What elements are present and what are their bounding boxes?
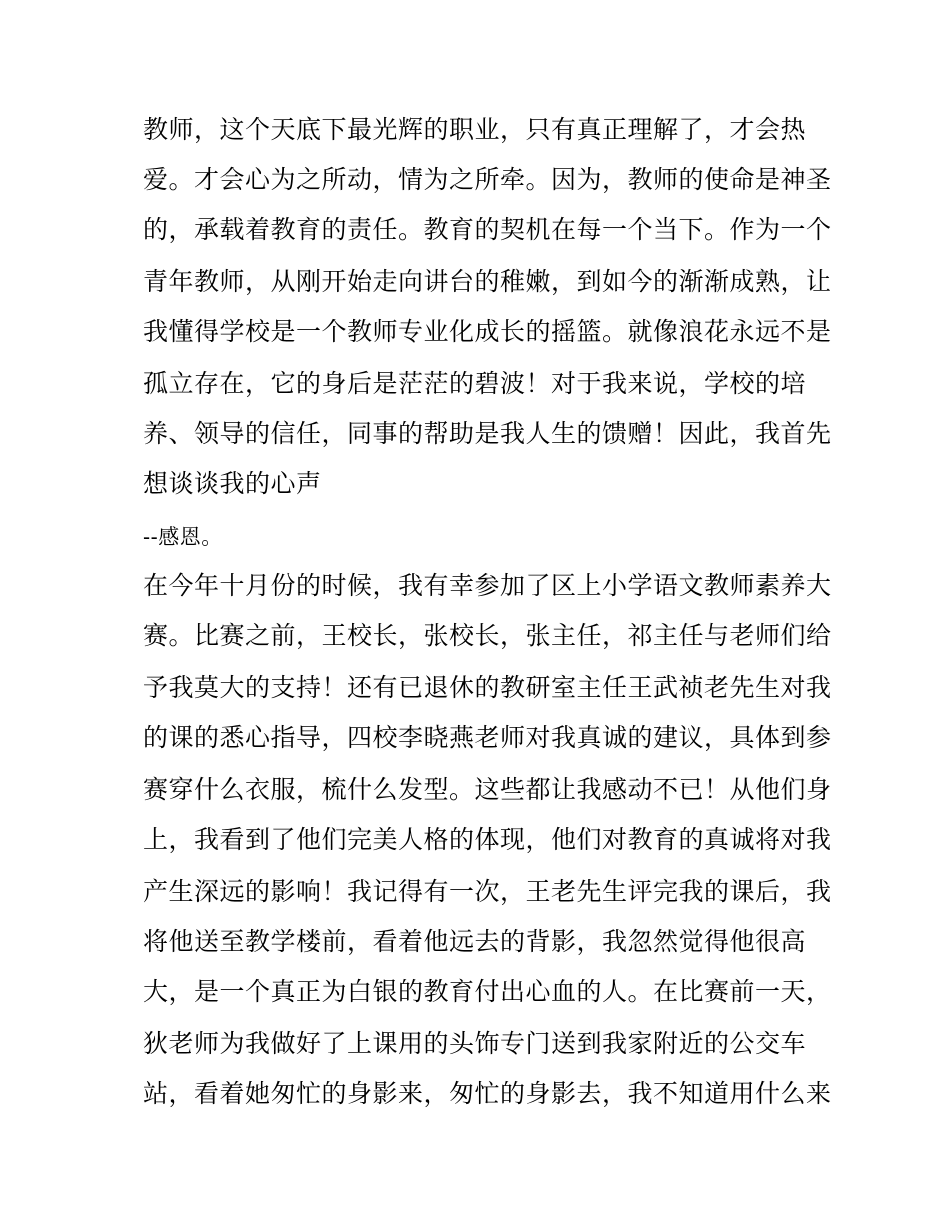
text-line: 上，我看到了他们完美人格的体现，他们对教育的真诚将对我 (143, 825, 832, 854)
text-line: 想谈谈我的心声 (143, 469, 322, 498)
text-line: 我懂得学校是一个教师专业化成长的摇篮。就像浪花永远不是 (143, 317, 832, 346)
text-line: 将他送至教学楼前，看着他远去的背影，我忽然觉得他很高 (143, 927, 807, 956)
text-line: 赛穿什么衣服，梳什么发型。这些都让我感动不已！从他们身 (143, 775, 832, 804)
text-line: 予我莫大的支持！还有已退休的教研室主任王武祯老先生对我 (143, 673, 832, 702)
text-line: 大，是一个真正为白银的教育付出心血的人。在比赛前一天， (143, 977, 832, 1006)
text-line: 青年教师，从刚开始走向讲台的稚嫩，到如今的渐渐成熟，让 (143, 267, 832, 296)
text-line: 在今年十月份的时候，我有幸参加了区上小学语文教师素养大 (143, 571, 832, 600)
text-line: 的课的悉心指导，四校李晓燕老师对我真诚的建议，具体到参 (143, 723, 832, 752)
text-line: 养、领导的信任，同事的帮助是我人生的馈赠！因此，我首先 (143, 419, 832, 448)
text-line: 教师，这个天底下最光辉的职业，只有真正理解了，才会热 (143, 115, 807, 144)
text-line: 爱。才会心为之所动，情为之所牵。因为，教师的使命是神圣 (143, 165, 832, 194)
section-heading: --感恩。 (143, 525, 223, 549)
text-line: 孤立存在，它的身后是茫茫的碧波！对于我来说，学校的培 (143, 369, 807, 398)
text-line: 站，看着她匆忙的身影来，匆忙的身影去，我不知道用什么来 (143, 1079, 832, 1108)
text-line: 赛。比赛之前，王校长，张校长，张主任，祁主任与老师们给 (143, 621, 832, 650)
text-line: 的，承载着教育的责任。教育的契机在每一个当下。作为一个 (143, 215, 832, 244)
text-line: 狄老师为我做好了上课用的头饰专门送到我家附近的公交车 (143, 1029, 807, 1058)
text-line: 产生深远的影响！我记得有一次，王老先生评完我的课后，我 (143, 877, 832, 906)
